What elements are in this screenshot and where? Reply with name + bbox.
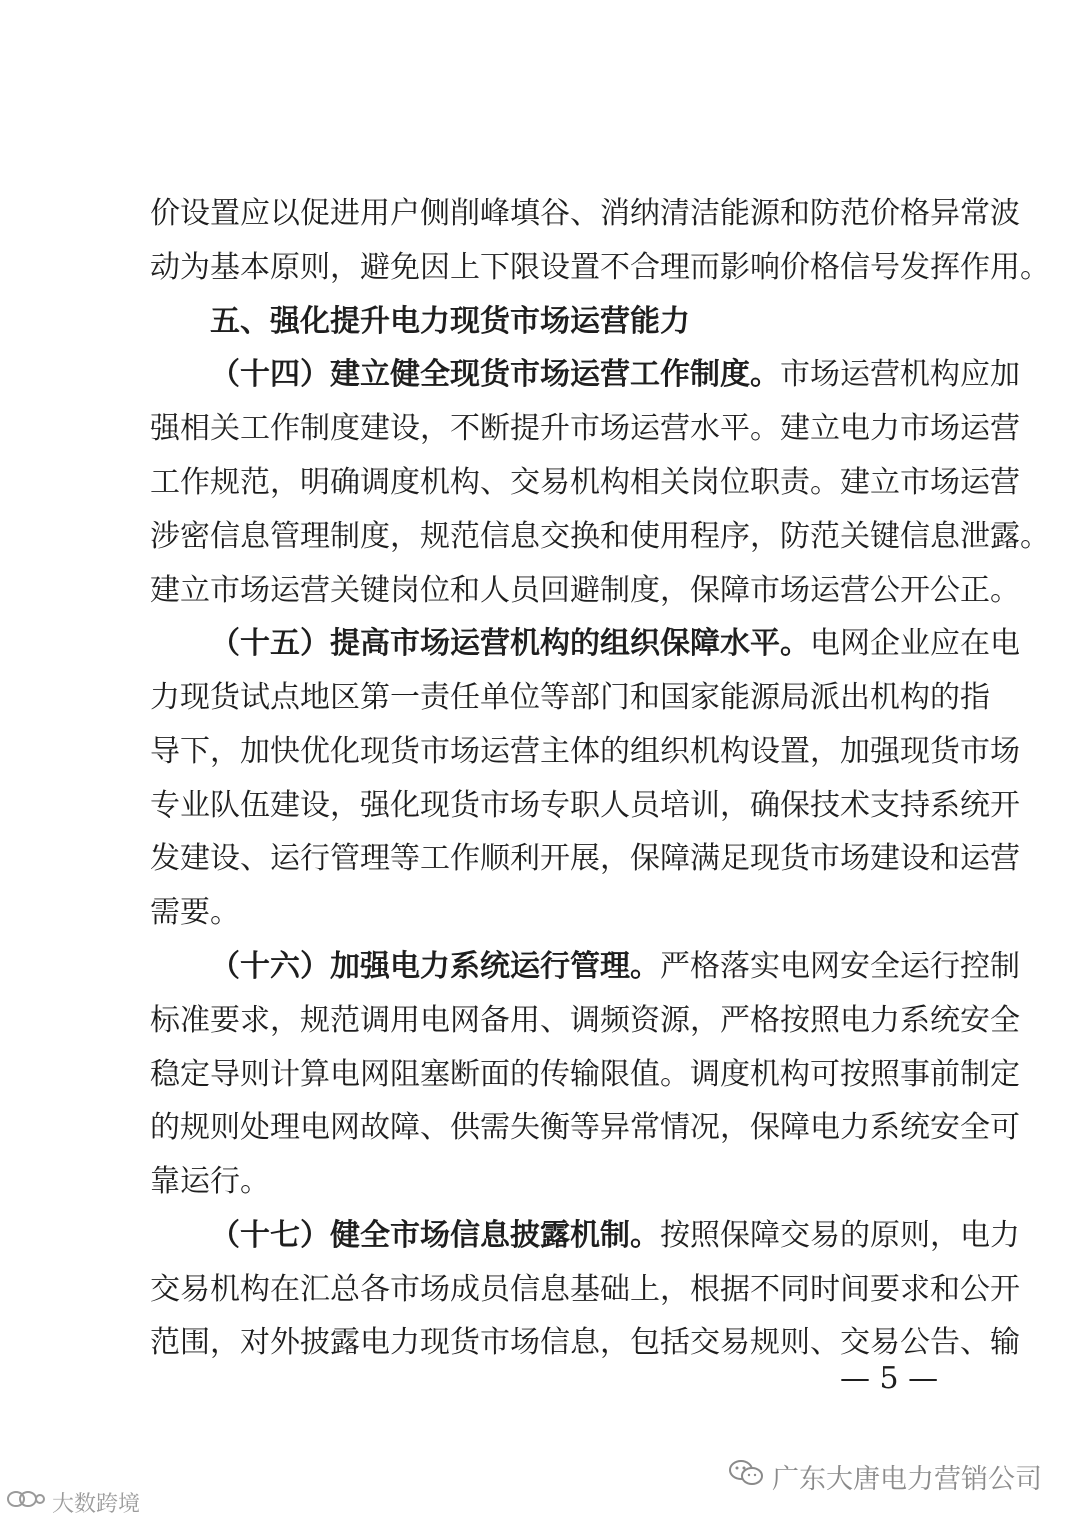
text-line: 发建设、运行管理等工作顺利开展，保障满足现货市场建设和运营 — [150, 841, 1020, 876]
text-line: 专业队伍建设，强化现货市场专职人员培训，确保技术支持系统开 — [150, 788, 1020, 823]
paragraph-first-line — [210, 1216, 1020, 1256]
text-line: 工作规范，明确调度机构、交易机构相关岗位职责。建立市场运营 — [150, 465, 1020, 500]
paragraph-first-line — [210, 624, 1020, 664]
text-line: 涉密信息管理制度，规范信息交换和使用程序，防范关键信息泄露。 — [150, 519, 1050, 554]
paragraph-text: 市场运营机构应加 — [780, 357, 1020, 392]
text-line: 范围，对外披露电力现货市场信息，包括交易规则、交易公告、输 — [150, 1325, 1020, 1360]
text-line: 力现货试点地区第一责任单位等部门和国家能源局派出机构的指 — [150, 680, 990, 715]
paragraph-first-line — [210, 947, 1020, 987]
text-line: 动为基本原则，避免因上下限设置不合理而影响价格信号发挥作用。 — [150, 250, 1050, 285]
site-watermark — [6, 1486, 140, 1518]
paragraph-lead: （十七）健全市场信息披露机制。 — [210, 1218, 660, 1253]
text-line: 的规则处理电网故障、供需失衡等异常情况，保障电力系统安全可 — [150, 1110, 1020, 1145]
text-line: 导下，加快优化现货市场运营主体的组织机构设置，加强现货市场 — [150, 734, 1020, 769]
paragraph-first-line — [210, 355, 1020, 395]
paragraph-lead: （十四）建立健全现货市场运营工作制度。 — [210, 357, 780, 392]
page-number: — 5 — — [840, 1361, 939, 1396]
text-line: 稳定导则计算电网阻塞断面的传输限值。调度机构可按照事前制定 — [150, 1057, 1020, 1092]
text-line: 强相关工作制度建设，不断提升市场运营水平。建立电力市场运营 — [150, 411, 1020, 446]
wechat-watermark — [728, 1456, 1042, 1496]
text-line: 需要。 — [150, 895, 240, 930]
text-line: 价设置应以促进用户侧削峰填谷、消纳清洁能源和防范价格异常波 — [150, 196, 1020, 231]
text-line: 交易机构在汇总各市场成员信息基础上，根据不同时间要求和公开 — [150, 1272, 1020, 1307]
paragraph-lead: （十六）加强电力系统运行管理。 — [210, 949, 660, 984]
wechat-account-name: 广东大唐电力营销公司 — [772, 1463, 1042, 1495]
paragraph-text: 按照保障交易的原则，电力 — [660, 1218, 1020, 1253]
wechat-icon — [728, 1458, 764, 1495]
site-logo-text: 大数跨境 — [52, 1491, 141, 1517]
text-line: 标准要求，规范调用电网备用、调频资源，严格按照电力系统安全 — [150, 1003, 1020, 1038]
paragraph-lead: （十五）提高市场运营机构的组织保障水平。 — [210, 626, 810, 661]
paragraph-text: 严格落实电网安全运行控制 — [660, 949, 1020, 984]
text-line: 建立市场运营关键岗位和人员回避制度，保障市场运营公开公正。 — [150, 573, 1020, 608]
section-heading: 五、强化提升电力现货市场运营能力 — [210, 304, 690, 339]
chain-icon — [6, 1487, 46, 1517]
paragraph-text: 电网企业应在电 — [810, 626, 1020, 661]
text-line: 靠运行。 — [150, 1164, 270, 1199]
